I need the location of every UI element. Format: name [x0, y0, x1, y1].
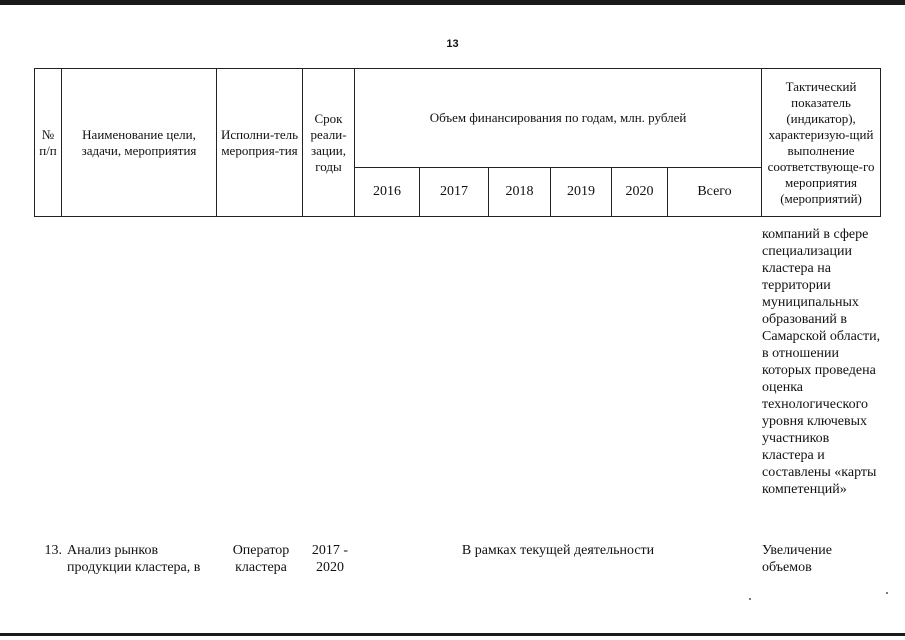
row-13-name: Анализ рынков продукции кластера, в: [67, 543, 201, 575]
header-year-2017: 2017: [420, 168, 489, 217]
header-total: Всего: [668, 168, 762, 217]
header-year-2020: 2020: [612, 168, 668, 217]
page-number: 13: [446, 38, 459, 50]
row-13-executor: Оператор кластера: [232, 543, 290, 575]
row-13-indicator: Увеличение объемов: [762, 543, 833, 575]
indicator-continuation: компаний в сфере специализации кластера на территории муниципальных образований в Самарской области, в отношении которых проведена оценка технологического уровня ключевых участников кластера и составлены «карты компетенций»: [762, 227, 881, 497]
header-name: Наименование цели, задачи, мероприятия: [62, 69, 217, 217]
header-executor: Исполни-тель мероприя-тия: [217, 69, 303, 217]
header-year-2018: 2018: [489, 168, 551, 217]
scan-bottom-edge: [0, 633, 905, 636]
header-financing: Объем финансирования по годам, млн. рублей: [355, 69, 762, 168]
scan-top-edge: [0, 0, 905, 5]
header-term: Срок реали-зации, годы: [303, 69, 355, 217]
header-indicator: Тактический показатель (индикатор), характеризую-щий выполнение соответствующе-го мероприятия (мероприятий): [762, 69, 881, 217]
header-year-2016: 2016: [355, 168, 420, 217]
table-header: [34, 68, 881, 217]
scan-speck: [886, 592, 888, 594]
row-13-number: 13.: [44, 543, 62, 558]
scan-speck: [749, 598, 751, 600]
row-13-term: 2017 - 2020: [311, 543, 349, 575]
header-num: № п/п: [35, 69, 62, 217]
row-13-financing: В рамках текущей деятельности: [461, 543, 655, 558]
header-year-2019: 2019: [551, 168, 612, 217]
